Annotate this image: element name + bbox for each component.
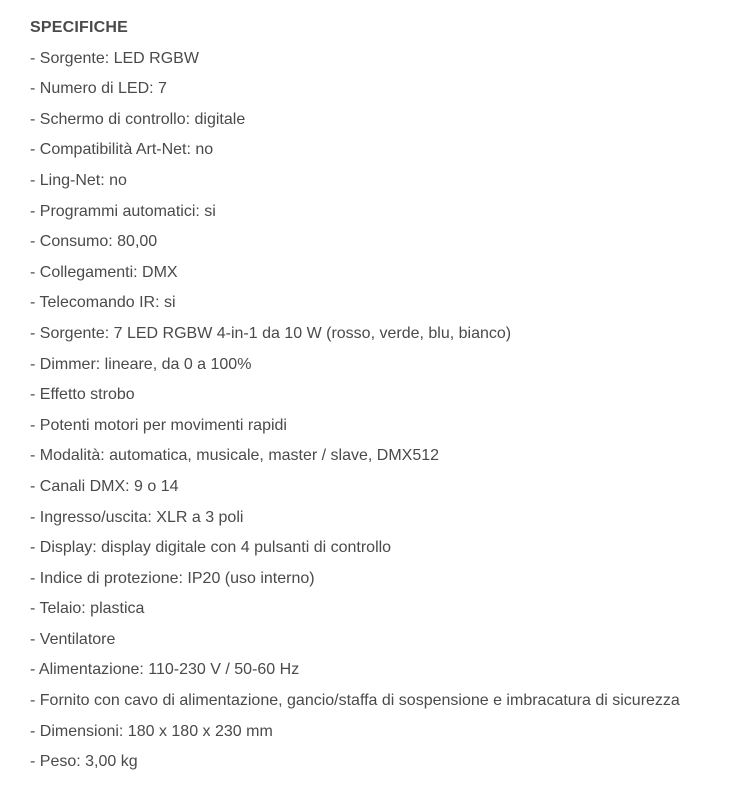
spec-item-input-output: - Ingresso/uscita: XLR a 3 poli [30, 508, 244, 526]
spec-item-motors: - Potenti motori per movimenti rapidi [30, 416, 287, 434]
spec-item-source: - Sorgente: LED RGBW [30, 49, 199, 67]
spec-item-led-count: - Numero di LED: 7 [30, 80, 167, 98]
spec-item-ir-remote: - Telecomando IR: si [30, 294, 176, 312]
spec-item-lingnet: - Ling-Net: no [30, 171, 127, 189]
spec-item-included-accessories: - Fornito con cavo di alimentazione, gancio/staffa di sospensione e imbracatura di sicurezza [30, 692, 680, 710]
spec-item-dmx-channels: - Canali DMX: 9 o 14 [30, 477, 179, 495]
spec-item-fan: - Ventilatore [30, 630, 116, 648]
spec-item-protection-index: - Indice di protezione: IP20 (uso interno) [30, 569, 315, 587]
spec-item-source-detail: - Sorgente: 7 LED RGBW 4-in-1 da 10 W (rosso, verde, blu, bianco) [30, 324, 512, 342]
spec-item-dimmer: - Dimmer: lineare, da 0 a 100% [30, 355, 252, 373]
specs-heading: SPECIFICHE [30, 19, 129, 36]
spec-item-modes: - Modalità: automatica, musicale, master / slave, DMX512 [30, 447, 440, 465]
spec-item-auto-programs: - Programmi automatici: si [30, 202, 216, 220]
spec-item-control-screen: - Schermo di controllo: digitale [30, 110, 246, 128]
spec-item-dimensions: - Dimensioni: 180 x 180 x 230 mm [30, 722, 273, 740]
spec-item-consumption: - Consumo: 80,00 [30, 233, 158, 251]
spec-item-power-supply: - Alimentazione: 110-230 V / 50-60 Hz [30, 661, 300, 679]
spec-item-frame: - Telaio: plastica [30, 600, 145, 618]
spec-item-artnet: - Compatibilità Art-Net: no [30, 141, 214, 159]
spec-item-display: - Display: display digitale con 4 pulsanti di controllo [30, 539, 392, 557]
spec-item-strobe: - Effetto strobo [30, 386, 135, 404]
spec-item-connections: - Collegamenti: DMX [30, 263, 178, 281]
spec-item-weight: - Peso: 3,00 kg [30, 753, 138, 771]
